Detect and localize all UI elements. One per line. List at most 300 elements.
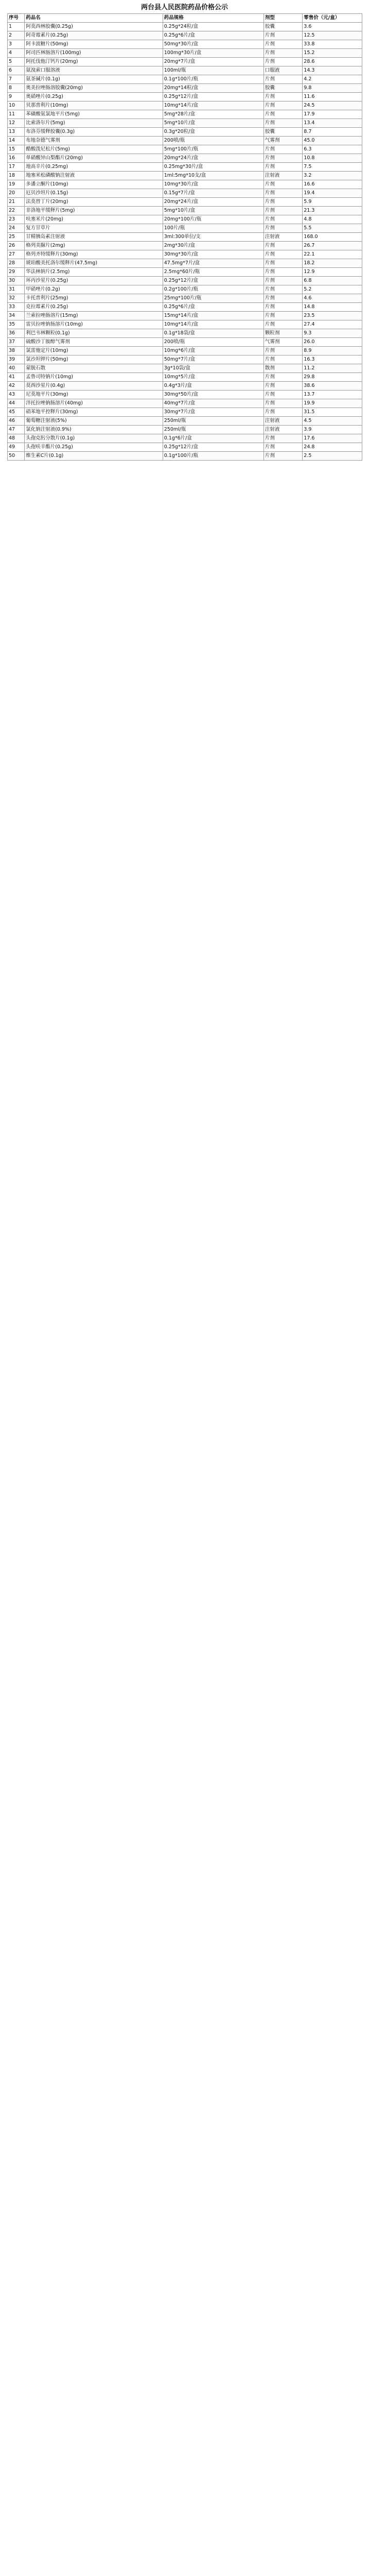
cell-spec: 20mg*100片/瓶 [163, 215, 263, 224]
cell-drug-name: 氯沙坦钾片(50mg) [25, 355, 163, 364]
cell-index: 36 [8, 329, 25, 338]
table-row [8, 189, 362, 198]
cell-spec: 47.5mg*7片/盒 [163, 259, 263, 268]
cell-form: 片剂 [263, 373, 302, 382]
cell-index: 41 [8, 373, 25, 382]
table-row [8, 347, 362, 355]
cell-drug-name: 莫西沙星片(0.4g) [25, 382, 163, 391]
table-row [8, 110, 362, 119]
cell-spec: 200喷/瓶 [163, 338, 263, 347]
cell-form: 散剂 [263, 364, 302, 373]
cell-price: 27.4 [303, 320, 362, 329]
table-row [8, 382, 362, 391]
table-row [8, 259, 362, 268]
table-body [8, 23, 362, 461]
table-row [8, 391, 362, 399]
cell-form: 注射液 [263, 172, 302, 180]
cell-drug-name: 格列美脲片(2mg) [25, 242, 163, 250]
cell-drug-name: 硫酸沙丁胺醇气雾剂 [25, 338, 163, 347]
table-row [8, 180, 362, 189]
cell-index: 8 [8, 84, 25, 93]
table-row [8, 320, 362, 329]
header-row [8, 14, 362, 23]
cell-index: 14 [8, 137, 25, 145]
cell-form: 口服液 [263, 66, 302, 75]
cell-drug-name: 地高辛片(0.25mg) [25, 163, 163, 172]
column-header-form: 剂型 [263, 14, 302, 23]
cell-drug-name: 孟鲁司特钠片(10mg) [25, 373, 163, 382]
cell-spec: 10mg*5片/盒 [163, 373, 263, 382]
price-table [7, 13, 362, 2576]
cell-index: 17 [8, 163, 25, 172]
cell-drug-name: 氯化钠注射液(0.9%) [25, 426, 163, 434]
cell-drug-name: 复方甘草片 [25, 224, 163, 233]
cell-index: 2 [8, 31, 25, 40]
cell-form: 片剂 [263, 207, 302, 215]
cell-index: 28 [8, 259, 25, 268]
table-row [8, 224, 362, 233]
cell-price: 38.6 [303, 382, 362, 391]
table-row [8, 154, 362, 163]
cell-drug-name: 甲硝唑片(0.2g) [25, 285, 163, 294]
cell-price: 45.0 [303, 137, 362, 145]
cell-price: 5.5 [303, 224, 362, 233]
cell-index: 16 [8, 154, 25, 163]
cell-drug-name: 头孢呋辛酯片(0.25g) [25, 443, 163, 452]
cell-price: 17.6 [303, 434, 362, 443]
cell-index: 32 [8, 294, 25, 303]
cell-drug-name: 蒙脱石散 [25, 364, 163, 373]
cell-index: 12 [8, 119, 25, 128]
table-row [8, 49, 362, 58]
cell-price: 31.5 [303, 408, 362, 417]
table-row [8, 137, 362, 145]
cell-spec: 30mg*30片/盒 [163, 250, 263, 259]
cell-spec: 20mg*24片/盒 [163, 154, 263, 163]
cell-spec: 10mg*30片/盒 [163, 180, 263, 189]
cell-form: 片剂 [263, 31, 302, 40]
cell-index: 27 [8, 250, 25, 259]
cell-index: 29 [8, 268, 25, 277]
cell-index: 38 [8, 347, 25, 355]
table-row [8, 355, 362, 364]
cell-index: 46 [8, 417, 25, 426]
cell-form: 气雾剂 [263, 137, 302, 145]
cell-spec: 1ml:5mg*10支/盒 [163, 172, 263, 180]
table-row [8, 40, 362, 49]
cell-index: 44 [8, 399, 25, 408]
cell-index: 4 [8, 49, 25, 58]
cell-spec: 5mg*100片/瓶 [163, 145, 263, 154]
cell-form: 片剂 [263, 443, 302, 452]
cell-price: 4.6 [303, 294, 362, 303]
cell-price: 3.6 [303, 23, 362, 31]
cell-spec: 250ml/瓶 [163, 417, 263, 426]
cell-index: 47 [8, 426, 25, 434]
cell-index: 10 [8, 101, 25, 110]
cell-form: 片剂 [263, 320, 302, 329]
cell-price: 18.2 [303, 259, 362, 268]
cell-price: 3.2 [303, 172, 362, 180]
cell-price: 17.9 [303, 110, 362, 119]
cell-form: 片剂 [263, 75, 302, 84]
cell-spec: 15mg*14片/盒 [163, 312, 263, 320]
table-row [8, 373, 362, 382]
cell-drug-name: 非洛地平缓释片(5mg) [25, 207, 163, 215]
cell-drug-name: 头孢克肟分散片(0.1g) [25, 434, 163, 443]
cell-price: 12.9 [303, 268, 362, 277]
table-row [8, 58, 362, 66]
cell-index: 5 [8, 58, 25, 66]
table-row [8, 408, 362, 417]
cell-spec: 5mg*10片/盒 [163, 119, 263, 128]
cell-price: 21.3 [303, 207, 362, 215]
table-row [8, 426, 362, 434]
cell-drug-name: 利巴韦林颗粒(0.1g) [25, 329, 163, 338]
cell-spec: 10mg*14片/盒 [163, 101, 263, 110]
cell-index: 50 [8, 452, 25, 461]
cell-index: 35 [8, 320, 25, 329]
cell-drug-name: 氯雷他定片(10mg) [25, 347, 163, 355]
cell-price: 4.2 [303, 75, 362, 84]
cell-drug-name: 多潘立酮片(10mg) [25, 180, 163, 189]
cell-price: 19.4 [303, 189, 362, 198]
cell-form: 片剂 [263, 40, 302, 49]
cell-form: 胶囊 [263, 84, 302, 93]
cell-spec: 50mg*7片/盒 [163, 355, 263, 364]
cell-spec: 200喷/瓶 [163, 137, 263, 145]
cell-drug-name: 布洛芬缓释胶囊(0.3g) [25, 128, 163, 137]
cell-drug-name: 尼莫地平片(30mg) [25, 391, 163, 399]
cell-spec: 3ml:300单位/支 [163, 233, 263, 242]
column-header-name: 药品名 [25, 14, 163, 23]
table-row [8, 268, 362, 277]
cell-spec: 0.4g*3片/盒 [163, 382, 263, 391]
cell-form: 片剂 [263, 215, 302, 224]
cell-form: 片剂 [263, 268, 302, 277]
cell-spec: 0.25g*6片/盒 [163, 31, 263, 40]
cell-price: 9.8 [303, 84, 362, 93]
cell-spec: 0.25g*12片/盒 [163, 93, 263, 101]
cell-price: 6.3 [303, 145, 362, 154]
cell-form: 片剂 [263, 382, 302, 391]
cell-form: 气雾剂 [263, 338, 302, 347]
cell-drug-name: 氨溴索口服溶液 [25, 66, 163, 75]
cell-index: 1 [8, 23, 25, 31]
cell-drug-name: 阿卡波糖片(50mg) [25, 40, 163, 49]
cell-form: 片剂 [263, 242, 302, 250]
cell-index: 21 [8, 198, 25, 207]
cell-drug-name: 厄贝沙坦片(0.15g) [25, 189, 163, 198]
cell-price: 11.2 [303, 364, 362, 373]
table-row [8, 452, 362, 461]
cell-drug-name: 兰索拉唑肠溶片(15mg) [25, 312, 163, 320]
table-row [8, 443, 362, 452]
table-row [8, 277, 362, 285]
cell-spec: 20mg*7片/盒 [163, 58, 263, 66]
cell-price: 8.7 [303, 128, 362, 137]
cell-spec: 0.25g*6片/盒 [163, 303, 263, 312]
cell-price: 5.9 [303, 198, 362, 207]
cell-spec: 100ml/瓶 [163, 66, 263, 75]
cell-form: 片剂 [263, 399, 302, 408]
cell-form: 片剂 [263, 110, 302, 119]
cell-form: 片剂 [263, 391, 302, 399]
cell-price: 8.9 [303, 347, 362, 355]
cell-form: 片剂 [263, 180, 302, 189]
table-row [8, 119, 362, 128]
cell-spec: 250ml/瓶 [163, 426, 263, 434]
cell-form: 片剂 [263, 145, 302, 154]
cell-spec: 0.1g*18袋/盒 [163, 329, 263, 338]
cell-price: 12.5 [303, 31, 362, 40]
cell-spec: 2.5mg*60片/瓶 [163, 268, 263, 277]
cell-form: 片剂 [263, 303, 302, 312]
cell-drug-name: 法莫替丁片(20mg) [25, 198, 163, 207]
cell-drug-name: 泮托拉唑钠肠溶片(40mg) [25, 399, 163, 408]
cell-price: 28.6 [303, 58, 362, 66]
cell-form: 片剂 [263, 119, 302, 128]
cell-drug-name: 布地奈德气雾剂 [25, 137, 163, 145]
cell-price: 22.1 [303, 250, 362, 259]
cell-spec: 10mg*6片/盒 [163, 347, 263, 355]
cell-form: 片剂 [263, 312, 302, 320]
cell-price: 16.6 [303, 180, 362, 189]
cell-spec: 5mg*10片/盒 [163, 207, 263, 215]
cell-drug-name: 华法林钠片(2.5mg) [25, 268, 163, 277]
cell-form: 注射液 [263, 426, 302, 434]
cell-index: 48 [8, 434, 25, 443]
table-row [8, 207, 362, 215]
cell-form: 片剂 [263, 347, 302, 355]
cell-price: 5.2 [303, 285, 362, 294]
cell-form: 片剂 [263, 355, 302, 364]
cell-index: 13 [8, 128, 25, 137]
cell-index: 30 [8, 277, 25, 285]
cell-price: 6.8 [303, 277, 362, 285]
cell-drug-name: 阿奇霉素片(0.25g) [25, 31, 163, 40]
cell-price: 2.5 [303, 452, 362, 461]
table-row [8, 31, 362, 40]
cell-form: 片剂 [263, 101, 302, 110]
cell-price: 33.8 [303, 40, 362, 49]
cell-spec: 0.1g*6片/盒 [163, 434, 263, 443]
cell-drug-name: 阿司匹林肠溶片(100mg) [25, 49, 163, 58]
cell-drug-name: 贝那普利片(10mg) [25, 101, 163, 110]
table-row [8, 312, 362, 320]
cell-spec: 20mg*14粒/盒 [163, 84, 263, 93]
cell-form: 片剂 [263, 277, 302, 285]
cell-spec: 0.25mg*30片/盒 [163, 163, 263, 172]
cell-price: 10.8 [303, 154, 362, 163]
cell-spec: 50mg*30片/盒 [163, 40, 263, 49]
cell-form: 胶囊 [263, 23, 302, 31]
cell-form: 片剂 [263, 294, 302, 303]
cell-form: 片剂 [263, 93, 302, 101]
cell-index: 19 [8, 180, 25, 189]
cell-spec: 0.2g*100片/瓶 [163, 285, 263, 294]
cell-price: 24.5 [303, 101, 362, 110]
cell-form: 片剂 [263, 434, 302, 443]
cell-drug-name: 卡托普利片(25mg) [25, 294, 163, 303]
table-row [8, 101, 362, 110]
cell-spec: 40mg*7片/盒 [163, 399, 263, 408]
cell-form: 胶囊 [263, 128, 302, 137]
cell-price: 14.8 [303, 303, 362, 312]
table-row [8, 145, 362, 154]
cell-form: 片剂 [263, 163, 302, 172]
cell-index: 20 [8, 189, 25, 198]
cell-index: 31 [8, 285, 25, 294]
cell-index: 43 [8, 391, 25, 399]
cell-drug-name: 奥硝唑片(0.25g) [25, 93, 163, 101]
cell-price: 15.2 [303, 49, 362, 58]
cell-spec: 100mg*30片/盒 [163, 49, 263, 58]
cell-index: 6 [8, 66, 25, 75]
cell-drug-name: 阿莫西林胶囊(0.25g) [25, 23, 163, 31]
cell-index: 37 [8, 338, 25, 347]
cell-price: 4.8 [303, 215, 362, 224]
cell-price: 3.9 [303, 426, 362, 434]
table-row [8, 285, 362, 294]
table-row [8, 66, 362, 75]
cell-form: 注射液 [263, 417, 302, 426]
cell-index: 15 [8, 145, 25, 154]
cell-form: 片剂 [263, 250, 302, 259]
table-row [8, 303, 362, 312]
cell-spec: 25mg*100片/瓶 [163, 294, 263, 303]
cell-drug-name: 环丙沙星片(0.25g) [25, 277, 163, 285]
cell-index: 25 [8, 233, 25, 242]
cell-spec: 20mg*24片/盒 [163, 198, 263, 207]
cell-spec: 0.25g*12片/盒 [163, 277, 263, 285]
cell-form: 片剂 [263, 408, 302, 417]
cell-index: 39 [8, 355, 25, 364]
cell-drug-name: 克拉霉素片(0.25g) [25, 303, 163, 312]
cell-drug-name: 比索洛尔片(5mg) [25, 119, 163, 128]
table-row [8, 329, 362, 338]
cell-form: 片剂 [263, 452, 302, 461]
cell-spec: 0.25g*12片/盒 [163, 443, 263, 452]
cell-form: 片剂 [263, 58, 302, 66]
cell-index: 42 [8, 382, 25, 391]
cell-index: 11 [8, 110, 25, 119]
cell-price: 26.7 [303, 242, 362, 250]
cell-drug-name: 雷贝拉唑钠肠溶片(10mg) [25, 320, 163, 329]
cell-index: 33 [8, 303, 25, 312]
table-row [8, 172, 362, 180]
cell-index: 9 [8, 93, 25, 101]
column-header-index: 序号 [8, 14, 25, 23]
cell-form: 注射液 [263, 233, 302, 242]
table-row [8, 163, 362, 172]
cell-price: 7.5 [303, 163, 362, 172]
column-header-price: 零售价（元/盒） [303, 14, 362, 23]
cell-price: 23.5 [303, 312, 362, 320]
cell-spec: 5mg*28片/盒 [163, 110, 263, 119]
table-row [8, 198, 362, 207]
cell-drug-name: 氨茶碱片(0.1g) [25, 75, 163, 84]
cell-drug-name: 醋酸泼尼松片(5mg) [25, 145, 163, 154]
cell-price: 168.0 [303, 233, 362, 242]
cell-price: 24.8 [303, 443, 362, 452]
cell-drug-name: 单硝酸异山梨酯片(20mg) [25, 154, 163, 163]
table-row [8, 434, 362, 443]
cell-price: 4.5 [303, 417, 362, 426]
cell-index: 3 [8, 40, 25, 49]
cell-drug-name: 硝苯地平控释片(30mg) [25, 408, 163, 417]
cell-index: 34 [8, 312, 25, 320]
table-row [8, 242, 362, 250]
cell-form: 片剂 [263, 259, 302, 268]
table-row [8, 233, 362, 242]
cell-spec: 0.15g*7片/盒 [163, 189, 263, 198]
cell-drug-name: 阿托伐他汀钙片(20mg) [25, 58, 163, 66]
cell-form: 片剂 [263, 189, 302, 198]
cell-drug-name: 地塞米松磷酸钠注射液 [25, 172, 163, 180]
cell-price: 13.4 [303, 119, 362, 128]
cell-price: 13.7 [303, 391, 362, 399]
document-title: 两台县人民医院药品价格公示 [140, 4, 228, 11]
cell-drug-name: 甘精胰岛素注射液 [25, 233, 163, 242]
table-row [8, 128, 362, 137]
cell-index: 7 [8, 75, 25, 84]
cell-spec: 30mg*7片/盒 [163, 408, 263, 417]
cell-spec: 3g*10袋/盒 [163, 364, 263, 373]
cell-price: 11.6 [303, 93, 362, 101]
cell-spec: 0.25g*24粒/盒 [163, 23, 263, 31]
table-row [8, 364, 362, 373]
table-row [8, 93, 362, 101]
cell-index: 23 [8, 215, 25, 224]
cell-drug-name: 格列齐特缓释片(30mg) [25, 250, 163, 259]
cell-index: 40 [8, 364, 25, 373]
cell-form: 片剂 [263, 154, 302, 163]
table-row [8, 215, 362, 224]
cell-index: 18 [8, 172, 25, 180]
cell-index: 26 [8, 242, 25, 250]
table-row [8, 417, 362, 426]
cell-form: 片剂 [263, 198, 302, 207]
cell-spec: 0.1g*100片/瓶 [163, 452, 263, 461]
cell-index: 22 [8, 207, 25, 215]
cell-form: 颗粒剂 [263, 329, 302, 338]
table-row [8, 250, 362, 259]
cell-spec: 2mg*30片/盒 [163, 242, 263, 250]
cell-form: 片剂 [263, 285, 302, 294]
cell-index: 49 [8, 443, 25, 452]
cell-drug-name: 葡萄糖注射液(5%) [25, 417, 163, 426]
cell-drug-name: 维生素C片(0.1g) [25, 452, 163, 461]
cell-drug-name: 奥美拉唑肠溶胶囊(20mg) [25, 84, 163, 93]
cell-drug-name: 苯磺酸氨氯地平片(5mg) [25, 110, 163, 119]
cell-price: 16.3 [303, 355, 362, 364]
cell-drug-name: 呋塞米片(20mg) [25, 215, 163, 224]
cell-spec: 100片/瓶 [163, 224, 263, 233]
cell-spec: 10mg*14片/盒 [163, 320, 263, 329]
cell-price: 29.8 [303, 373, 362, 382]
table-header [8, 14, 362, 23]
cell-price: 14.3 [303, 66, 362, 75]
cell-form: 片剂 [263, 224, 302, 233]
column-header-spec: 药品规格 [163, 14, 263, 23]
cell-spec: 0.3g*20粒/盒 [163, 128, 263, 137]
table-row [8, 294, 362, 303]
cell-index: 24 [8, 224, 25, 233]
cell-price: 26.0 [303, 338, 362, 347]
table-row [8, 75, 362, 84]
table-row [8, 338, 362, 347]
